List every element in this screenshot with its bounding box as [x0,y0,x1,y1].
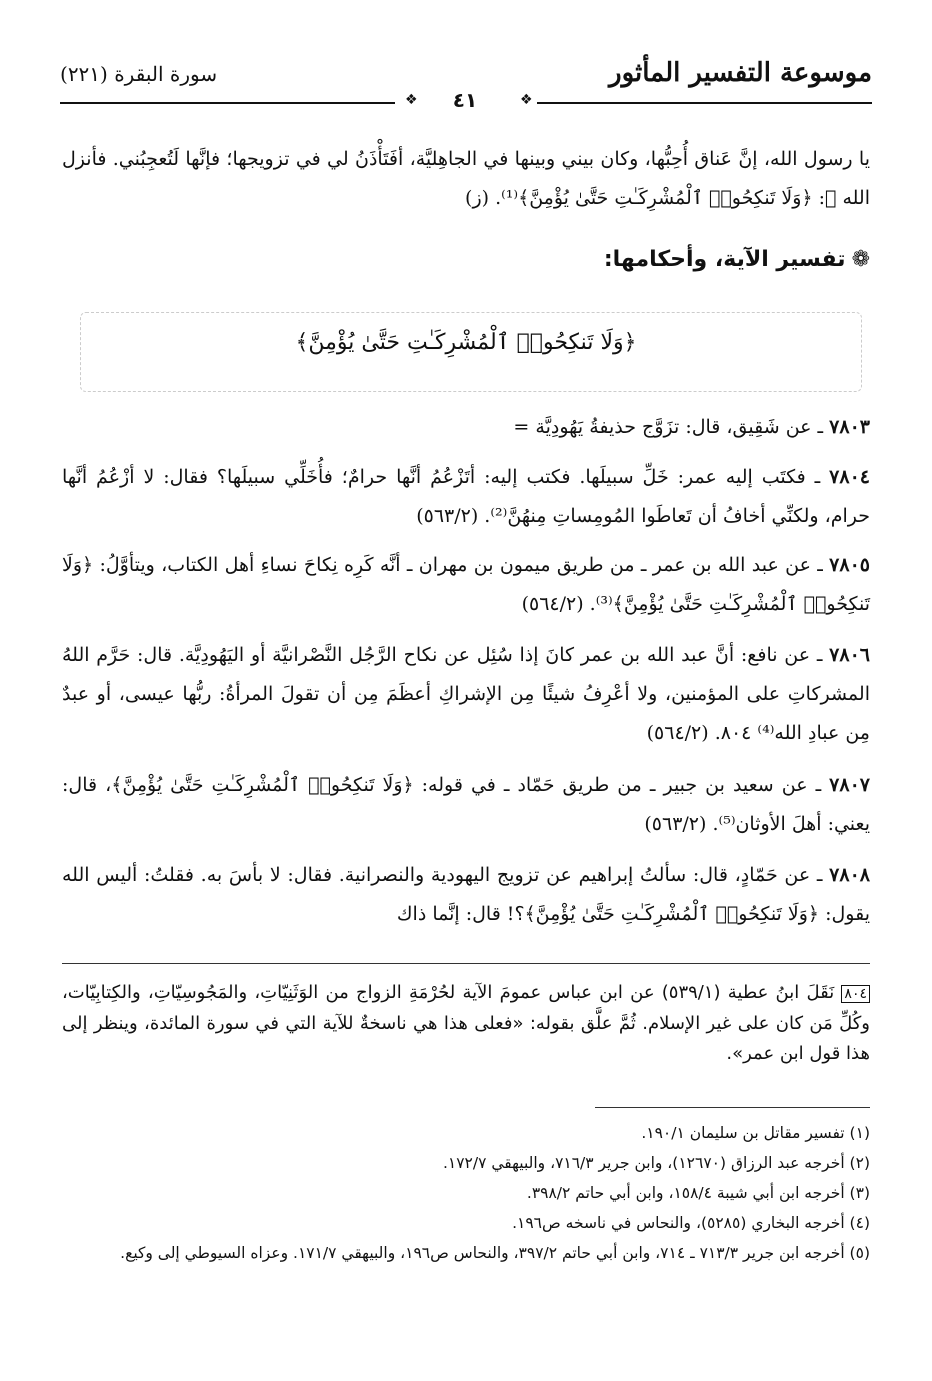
ornament-icon: ❖ [520,92,533,108]
entry [62,408,870,447]
verse-heading: ﴿وَلَا تَنكِحُوا۟ ٱلْمُشْرِكَـٰتِ حَتَّىٰ يُؤْمِنَّ﴾ [295,330,637,355]
surah-label: سورة البقرة (٢٢١) [60,62,218,86]
page-number: ٤١ [452,88,478,112]
entry-text: ـ عن سعيد بن جبير ـ من طريق حَمّاد ـ في قوله: ﴿وَلَا تَنكِحُوا۟ ٱلْمُشْرِكَـٰتِ حَتَّىٰ يُؤْمِنَّ﴾، قال: يعني: أهلَ الأوثان⁽⁵⁾. (٥٦٣/٢) [62,774,870,835]
commentary-note [62,978,870,1069]
footnote: (٣) أخرجه ابن أبي شيبة ١٥٨/٤، وابن أبي حاتم ٣٩٨/٢. [526,1184,870,1202]
entry [62,766,870,844]
entry [62,546,870,624]
header-rule-right [537,102,872,104]
entry-text: ـ عن شَقِيق، قال: تزَوَّج حذيفةُ يَهُودِيَّة = [513,416,824,438]
footnote: (٢) أخرجه عبد الرزاق (١٢٦٧٠)، وابن جرير ٧١٦/٣، والبيهقي ١٧٢/٧. [442,1154,870,1172]
book-title: موسوعة التفسير المأثور [609,58,872,88]
commentary-marker: ٨٠٤ [841,985,870,1003]
entry-number: ٧٨٠٣ [829,416,870,438]
section-heading [604,247,870,272]
footnote: (١) تفسير مقاتل بن سليمان ١٩٠/١. [641,1124,870,1142]
flower-icon: ❁ [851,247,870,272]
entry-text: ـ عن حَمّادٍ، قال: سألتُ إبراهيم عن تزويج اليهودية والنصرانية. فقال: لا بأسَ به. فقلتُ: أليس الله يقول: ﴿وَلَا تَنكِحُوا۟ ٱلْمُشْرِكَـٰتِ حَتَّىٰ يُؤْمِنَّ﴾؟! قال: إنَّما ذاك [62,864,870,925]
entry-text: ـ عن عبد الله بن عمر ـ من طريق ميمون بن مهران ـ أنَّه كَرِه نِكاحَ نساءِ أهل الكتاب، ويتأوَّلُ: ﴿وَلَا تَنكِحُوا۟ ٱلْمُشْرِكَـٰتِ حَتَّىٰ يُؤْمِنَّ﴾⁽³⁾. (٥٦٤/٢) [62,554,870,615]
entry-text: ـ فكتَب إليه عمر: خَلِّ سبيلَها. فكتب إليه: أتَزْعُمُ أنَّها حرامٌ؛ فأُخَلِّي سبيلَها؟ فقال: لا أزْعُمُ أنَّها حرام، ولكنِّي أخافُ أن تَعاطَوا المُومِساتِ مِنهُنَّ⁽²⁾. (٥٦٣/٢) [62,466,870,527]
footnotes [62,1118,870,1268]
commentary-separator [62,963,870,964]
header-rule-left [60,102,395,104]
entry-number: ٧٨٠٨ [829,864,870,886]
ornament-icon: ❖ [405,92,418,108]
entry-number: ٧٨٠٧ [829,774,870,796]
entry [62,636,870,753]
entry [62,856,870,934]
entry [62,458,870,536]
entry-text: ـ عن نافع: أنَّ عبد الله بن عمر كانَ إذا سُئِل عن نكاح الرَّجُل النَّصْرانيَّة أو اليَهُودِيَّة. قال: حَرَّم اللهُ المشركاتِ على المؤمنين، ولا أعْرِفُ شيئًا مِن الإشراكِ أعظَمَ مِن أن تقولَ المرأةُ: ربُّها عيسى، أو عبدٌ مِن عبادِ الله⁽⁴⁾ ٨٠٤. (٥٦٤/٢) [62,644,870,744]
commentary-text: نَقَلَ ابنُ عطية (٥٣٩/١) عن ابن عباس عمومَ الآية لحُرْمَةِ الزواج من الوَثَنِيّاتِ، والمَجُوسِيّاتِ، والكِتابِيّات، وكُلِّ مَن كان على غير الإسلام. ثُمَّ علَّق بقوله: «فعلى هذا هي ناسخةٌ للآية التي في سورة المائدة، وينظر إلى هذا قول ابن عمر». [62,982,870,1064]
footnote: (٥) أخرجه ابن جرير ٧١٣/٣ ـ ٧١٤، وابن أبي حاتم ٣٩٧/٢، والنحاس ص١٩٦، والبيهقي ١٧١/٧. وعزاه السيوطي إلى وكيع. [120,1244,870,1262]
entry-number: ٧٨٠٦ [829,644,870,666]
intro-paragraph: يا رسول الله، إنَّ عَناق أُحِبُّها، وكان بيني وبينها في الجاهِليَّة، أفَتَأْذَنُ لي في تزويجها؛ فإنَّها لَتُعجِبُني. فأنزل الله ﷺ: ﴿وَلَا تَنكِحُوا۟ ٱلْمُشْرِكَـٰتِ حَتَّىٰ يُؤْمِنَّ﴾⁽¹⁾. (ز) [62,148,870,209]
section-title: تفسير الآية، وأحكامها: [603,247,846,272]
entry-number: ٧٨٠٤ [829,466,870,488]
entry-number: ٧٨٠٥ [829,554,870,576]
footnote: (٤) أخرجه البخاري (٥٢٨٥)، والنحاس في ناسخه ص١٩٦. [512,1214,870,1232]
footnote-separator [595,1107,870,1108]
page-header [60,58,872,118]
